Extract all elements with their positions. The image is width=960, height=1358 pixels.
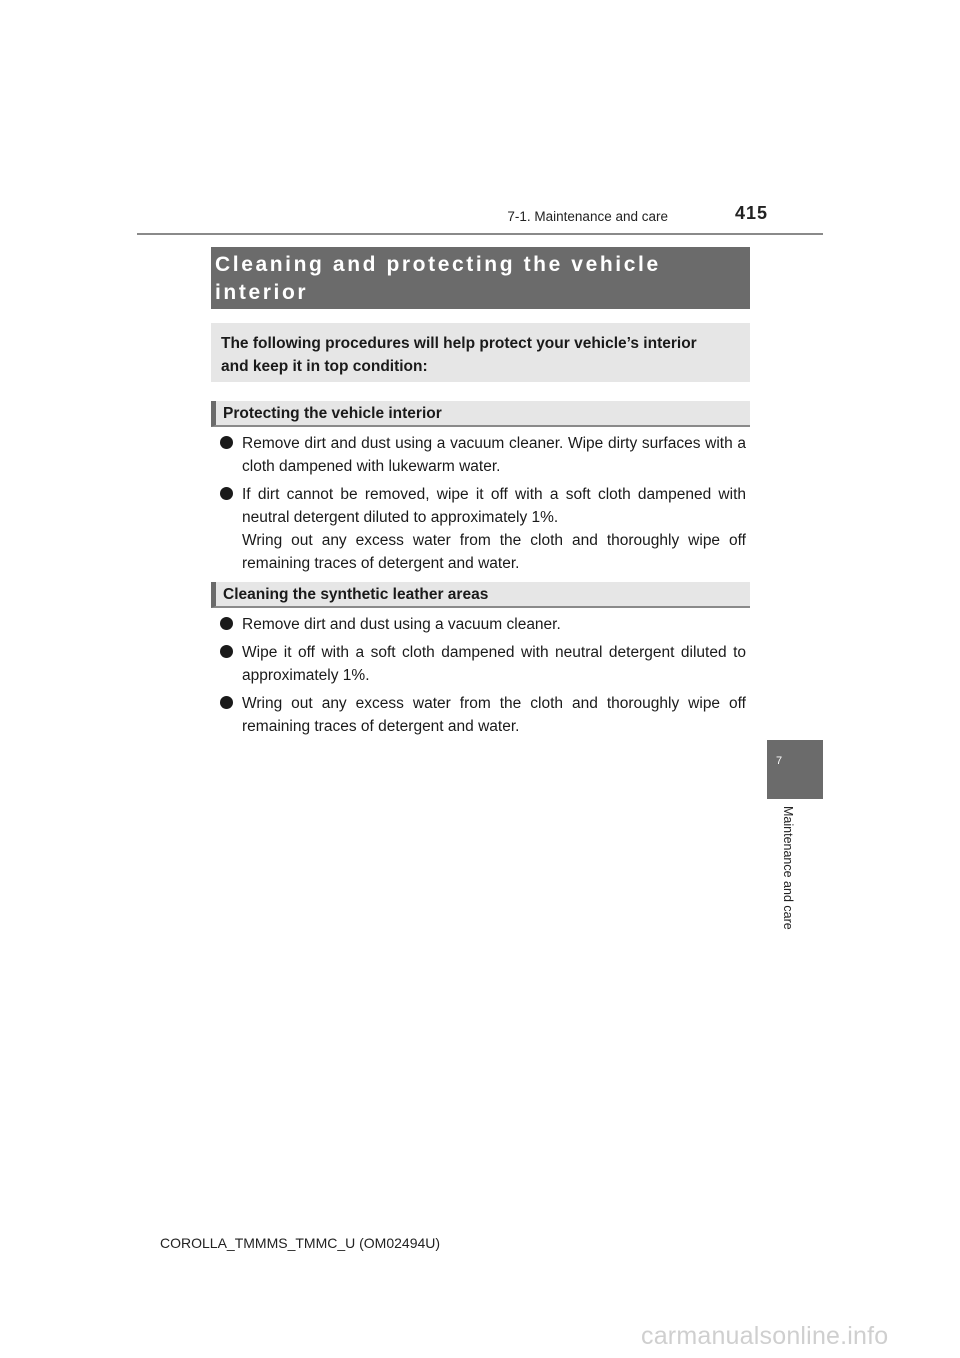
watermark: carmanualsonline.info	[641, 1322, 889, 1350]
list-item	[220, 432, 746, 478]
list-item	[220, 483, 746, 575]
list-item-text: Wring out any excess water from the cloth and thoroughly wipe off remaining traces of detergent and water.	[242, 532, 746, 572]
bullet-icon	[220, 617, 233, 630]
list-item-text: Remove dirt and dust using a vacuum cleaner.	[242, 616, 561, 633]
header-divider	[137, 233, 823, 235]
list-item-text: Wring out any excess water from the cloth and thoroughly wipe off remaining traces of detergent and water.	[242, 695, 746, 735]
page-number: 415	[735, 203, 769, 223]
bullet-icon	[220, 696, 233, 709]
list-synthetic-leather	[220, 613, 746, 743]
list-item-text: Remove dirt and dust using a vacuum cleaner. Wipe dirty surfaces with a cloth dampened with lukewarm water.	[242, 435, 746, 475]
chapter-tab	[767, 740, 823, 799]
list-item	[220, 692, 746, 738]
intro-line-2: and keep it in top condition:	[221, 358, 428, 375]
header-section-title: 7-1. Maintenance and care	[507, 209, 668, 224]
page-title-line-2: interior	[215, 281, 309, 304]
bullet-icon	[220, 436, 233, 449]
document-id: COROLLA_TMMMS_TMMC_U (OM02494U)	[160, 1235, 441, 1251]
section-heading-synthetic-leather: Cleaning the synthetic leather areas	[211, 582, 750, 608]
list-item-text: Wipe it off with a soft cloth dampened with neutral detergent diluted to approximately 1%.	[242, 644, 746, 684]
list-item-text: If dirt cannot be removed, wipe it off with a soft cloth dampened with neutral detergent diluted to approximately 1%.	[242, 486, 746, 526]
list-item	[220, 613, 746, 636]
list-item	[220, 641, 746, 687]
page-title-line-1: Cleaning and protecting the vehicle	[215, 253, 661, 276]
section-heading-protecting: Protecting the vehicle interior	[211, 401, 750, 427]
list-protecting	[220, 432, 746, 580]
bullet-icon	[220, 645, 233, 658]
chapter-number: 7	[776, 755, 783, 767]
page-title	[211, 247, 750, 309]
bullet-icon	[220, 487, 233, 500]
intro-line-1: The following procedures will help protect your vehicle’s interior	[221, 335, 697, 352]
chapter-label: Maintenance and care	[781, 806, 795, 930]
intro-box	[211, 323, 750, 382]
